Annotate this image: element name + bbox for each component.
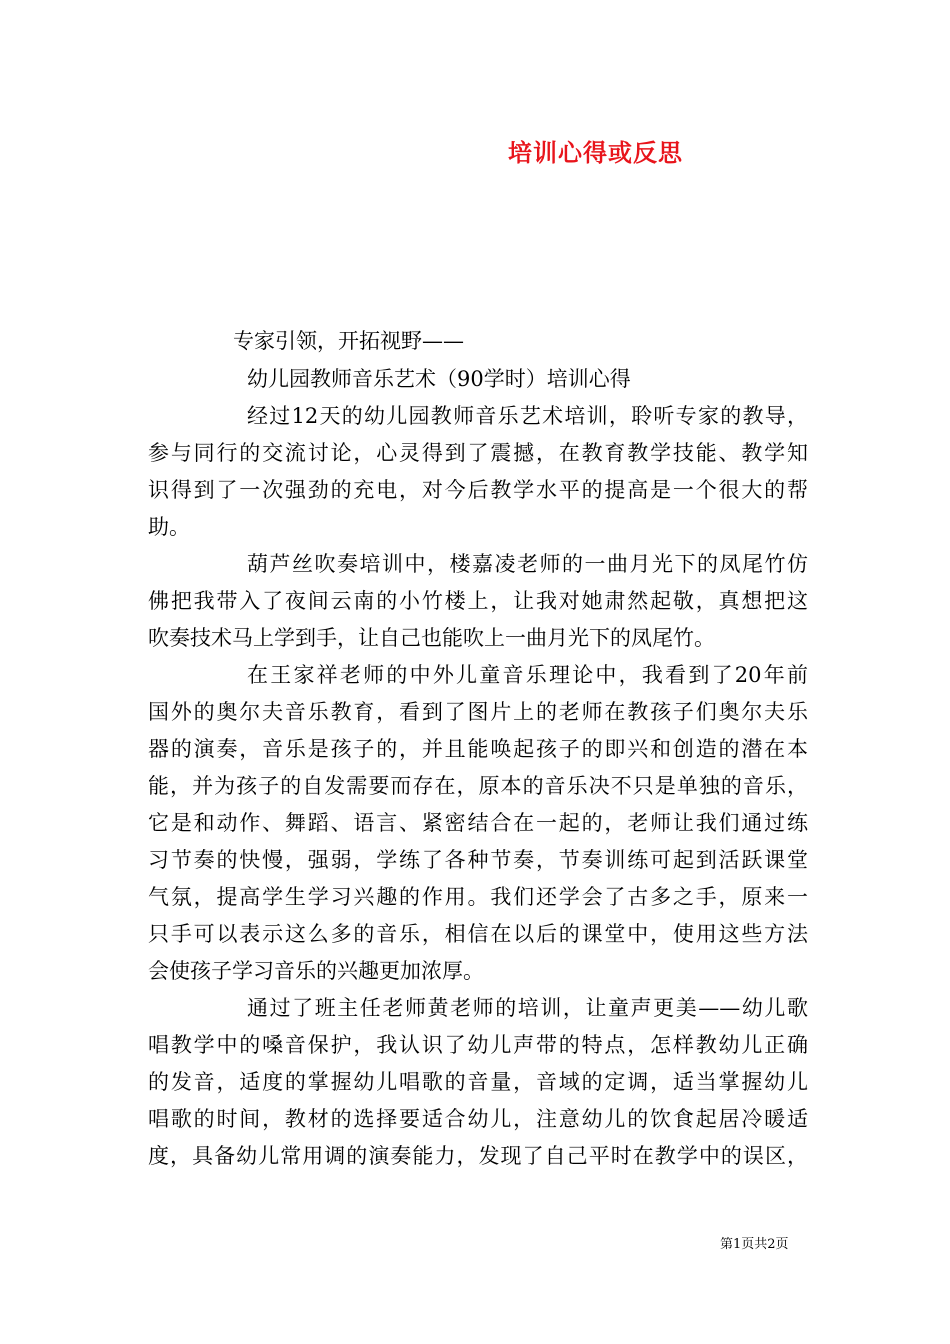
para1-line: 助。 bbox=[148, 515, 190, 539]
para3-line: 能，并为孩子的自发需要而存在，原本的音乐决不只是单独的音乐， bbox=[148, 774, 808, 798]
para3-line: 会使孩子学习音乐的兴趣更加浓厚。 bbox=[148, 959, 484, 983]
para3-line: 器的演奏，音乐是孩子的，并且能唤起孩子的即兴和创造的潜在本 bbox=[148, 737, 808, 761]
subtitle-1: 专家引领，开拓视野—— bbox=[233, 329, 464, 353]
para1-line: 经过12天的幼儿园教师音乐艺术培训，聆听专家的教导， bbox=[247, 404, 808, 428]
para4-line: 的发音，适度的掌握幼儿唱歌的音量，音域的定调，适当掌握幼儿 bbox=[148, 1070, 808, 1094]
para1-line: 参与同行的交流讨论，心灵得到了震撼，在教育教学技能、教学知 bbox=[148, 441, 808, 465]
para3-line: 在王家祥老师的中外儿童音乐理论中，我看到了20年前 bbox=[247, 663, 808, 687]
page-footer: 第1页共2页 bbox=[720, 1237, 789, 1252]
para2-line: 葫芦丝吹奏培训中，楼嘉凌老师的一曲月光下的凤尾竹仿 bbox=[247, 552, 808, 576]
para2-line: 吹奏技术马上学到手，让自己也能吹上一曲月光下的凤尾竹。 bbox=[148, 626, 715, 650]
para1-line: 识得到了一次强劲的充电，对今后教学水平的提高是一个很大的帮 bbox=[148, 478, 808, 502]
para3-line: 它是和动作、舞蹈、语言、紧密结合在一起的，老师让我们通过练 bbox=[148, 811, 808, 835]
para3-line: 国外的奥尔夫音乐教育，看到了图片上的老师在教孩子们奥尔夫乐 bbox=[148, 700, 808, 724]
para2-line: 佛把我带入了夜间云南的小竹楼上，让我对她肃然起敬，真想把这 bbox=[148, 589, 808, 613]
para4-line: 通过了班主任老师黄老师的培训，让童声更美——幼儿歌 bbox=[247, 996, 808, 1020]
para3-line: 气氛，提高学生学习兴趣的作用。我们还学会了古多之手，原来一 bbox=[148, 885, 808, 909]
para4-line: 度，具备幼儿常用调的演奏能力，发现了自己平时在教学中的误区， bbox=[148, 1144, 808, 1168]
para3-line: 只手可以表示这么多的音乐，相信在以后的课堂中，使用这些方法 bbox=[148, 922, 808, 946]
document-title: 培训心得或反思 bbox=[508, 138, 683, 167]
para4-line: 唱教学中的嗓音保护，我认识了幼儿声带的特点，怎样教幼儿正确 bbox=[148, 1033, 808, 1057]
para3-line: 习节奏的快慢，强弱，学练了各种节奏，节奏训练可起到活跃课堂 bbox=[148, 848, 808, 872]
para4-line: 唱歌的时间，教材的选择要适合幼儿，注意幼儿的饮食起居冷暖适 bbox=[148, 1107, 808, 1131]
subtitle-2: 幼儿园教师音乐艺术（90学时）培训心得 bbox=[247, 367, 631, 391]
